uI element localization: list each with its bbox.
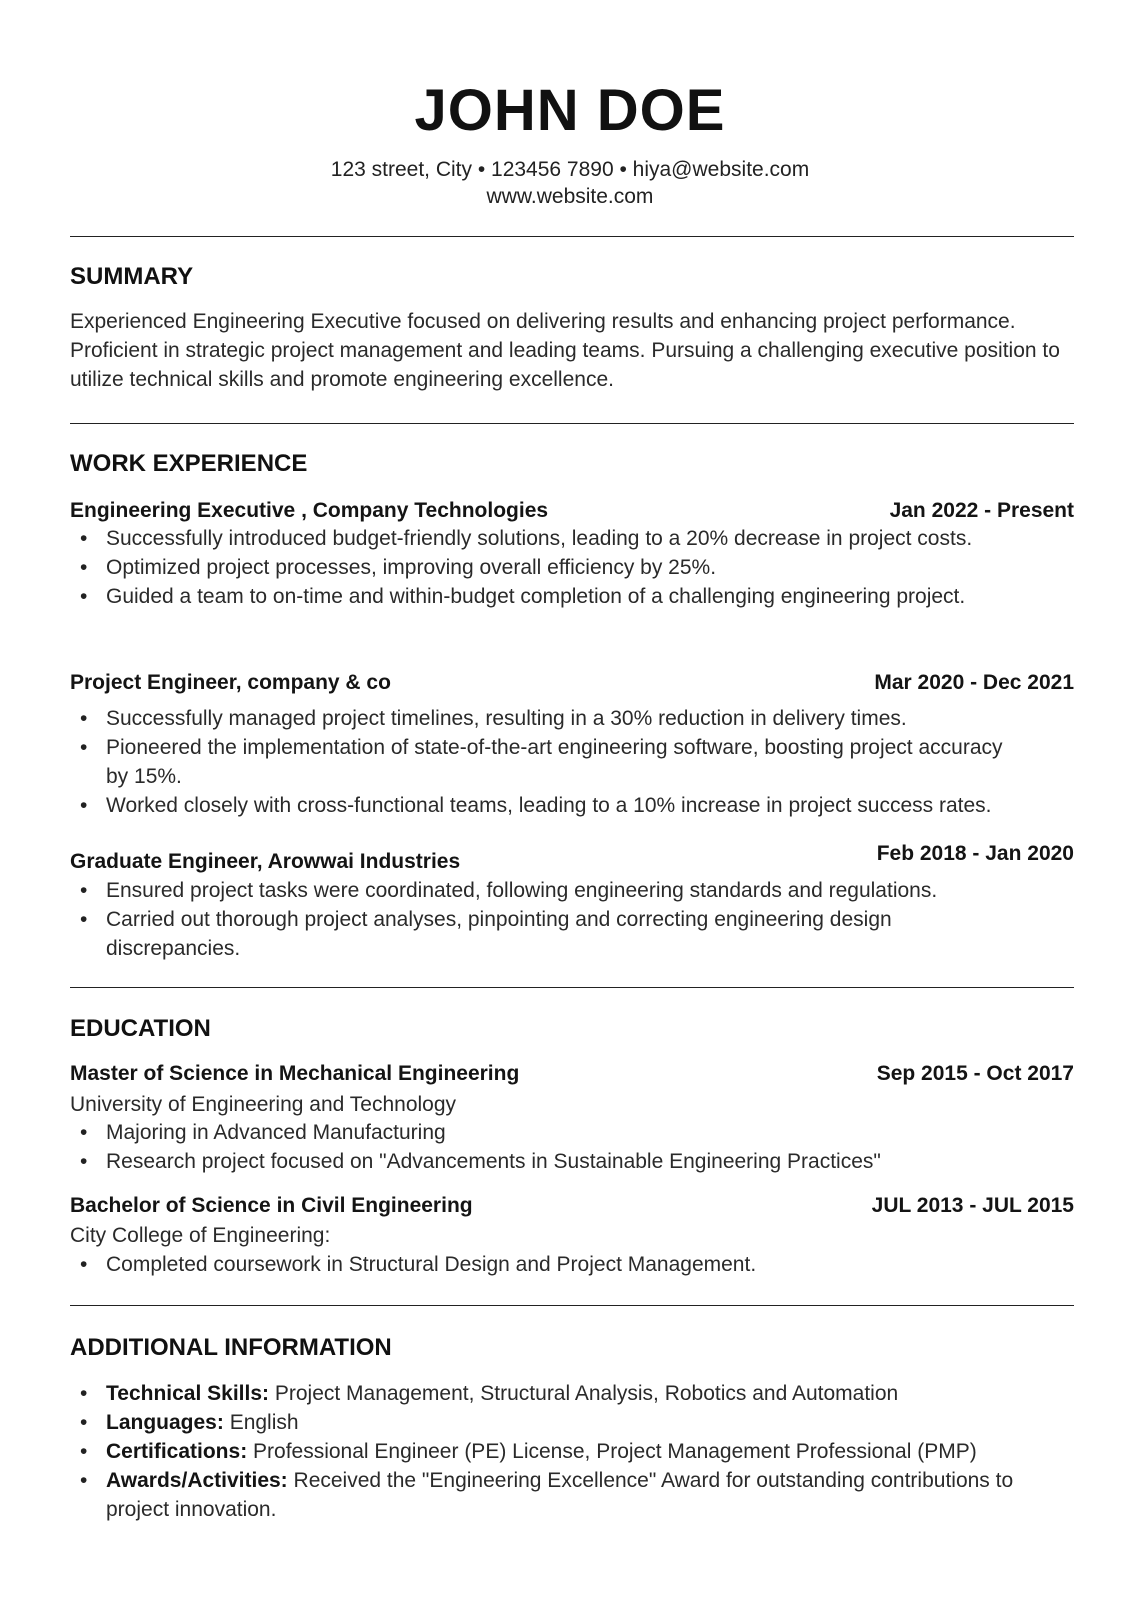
item-label: Certifications: xyxy=(106,1440,248,1463)
summary-text: Experienced Engineering Executive focused on delivering results and enhancing project performance. Proficient in strategic project management and leading teams. Pursuing a challenging executive position to utilize technical skills and promote engineering excellence. xyxy=(70,310,1060,391)
section-divider xyxy=(70,987,1074,988)
degree-bullets xyxy=(70,1118,1030,1176)
degree-title: Master of Science in Mechanical Engineering xyxy=(70,1062,520,1085)
degree-dates: Sep 2015 - Oct 2017 xyxy=(876,1062,1074,1085)
degree-title: Bachelor of Science in Civil Engineering xyxy=(70,1194,473,1217)
education-heading: EDUCATION xyxy=(70,1015,211,1042)
list-item: • Successfully managed project timelines, resulting in a 30% reduction in delivery times. xyxy=(70,704,1030,733)
list-item: • Completed coursework in Structural Design and Project Management. xyxy=(70,1250,1030,1279)
list-item xyxy=(70,1408,1030,1437)
job-row xyxy=(70,668,1074,698)
school-name: City College of Engineering: xyxy=(70,1224,331,1247)
experience-heading: WORK EXPERIENCE xyxy=(70,450,308,477)
job-title: Project Engineer, company & co xyxy=(70,671,391,694)
job-bullets xyxy=(70,524,1030,611)
list-item: • Successfully introduced budget-friendly solutions, leading to a 20% decrease in project costs. xyxy=(70,524,1030,553)
list-item: • Carried out thorough project analyses, pinpointing and correcting engineering design discrepancies. xyxy=(70,905,1030,963)
item-text: Received the "Engineering Excellence" Award for outstanding contributions to project innovation. xyxy=(106,1469,1014,1521)
item-text: Professional Engineer (PE) License, Project Management Professional (PMP) xyxy=(247,1440,977,1463)
list-item: • Worked closely with cross-functional teams, leading to a 10% increase in project success rates. xyxy=(70,791,1030,820)
list-item: • Majoring in Advanced Manufacturing xyxy=(70,1118,1030,1147)
job-title: Engineering Executive , Company Technologies xyxy=(70,499,549,522)
job-bullets xyxy=(70,876,1030,963)
summary-heading: SUMMARY xyxy=(70,263,194,290)
job-title: Graduate Engineer, Arowwai Industries xyxy=(70,850,461,873)
job-row xyxy=(70,496,1074,526)
item-text: English xyxy=(223,1411,299,1434)
job-bullets xyxy=(70,704,1030,820)
list-item: • Ensured project tasks were coordinated, following engineering standards and regulations. xyxy=(70,876,1030,905)
section-divider xyxy=(70,236,1074,237)
item-label: Technical Skills: xyxy=(106,1382,270,1405)
list-item xyxy=(70,1437,1030,1466)
job-row xyxy=(70,842,1074,875)
additional-list xyxy=(70,1379,1030,1524)
item-text: Project Management, Structural Analysis, Robotics and Automation xyxy=(269,1382,899,1405)
degree-bullets xyxy=(70,1250,1030,1279)
additional-heading: ADDITIONAL INFORMATION xyxy=(70,1334,392,1361)
section-divider xyxy=(70,1305,1074,1306)
item-label: Languages: xyxy=(106,1411,224,1434)
item-label: Awards/Activities: xyxy=(106,1469,288,1492)
degree-dates: JUL 2013 - JUL 2015 xyxy=(871,1194,1074,1217)
candidate-name: JOHN DOE xyxy=(414,78,726,143)
job-dates: Feb 2018 - Jan 2020 xyxy=(876,842,1074,865)
contact-line: 123 street, City • 123456 7890 • hiya@website.com xyxy=(330,158,810,181)
school-name: University of Engineering and Technology xyxy=(70,1093,457,1116)
list-item xyxy=(70,1466,1030,1524)
degree-row xyxy=(70,1059,1074,1089)
website-line: www.website.com xyxy=(486,185,654,208)
job-dates: Mar 2020 - Dec 2021 xyxy=(874,671,1074,694)
list-item: • Optimized project processes, improving overall efficiency by 25%. xyxy=(70,553,1030,582)
job-dates: Jan 2022 - Present xyxy=(889,499,1074,522)
degree-row xyxy=(70,1191,1074,1221)
list-item: • Pioneered the implementation of state-of-the-art engineering software, boosting project accuracy by 15%. xyxy=(70,733,1030,791)
list-item: • Guided a team to on-time and within-budget completion of a challenging engineering project. xyxy=(70,582,1030,611)
section-divider xyxy=(70,423,1074,424)
list-item xyxy=(70,1379,1030,1408)
list-item: • Research project focused on "Advancements in Sustainable Engineering Practices" xyxy=(70,1147,1030,1176)
